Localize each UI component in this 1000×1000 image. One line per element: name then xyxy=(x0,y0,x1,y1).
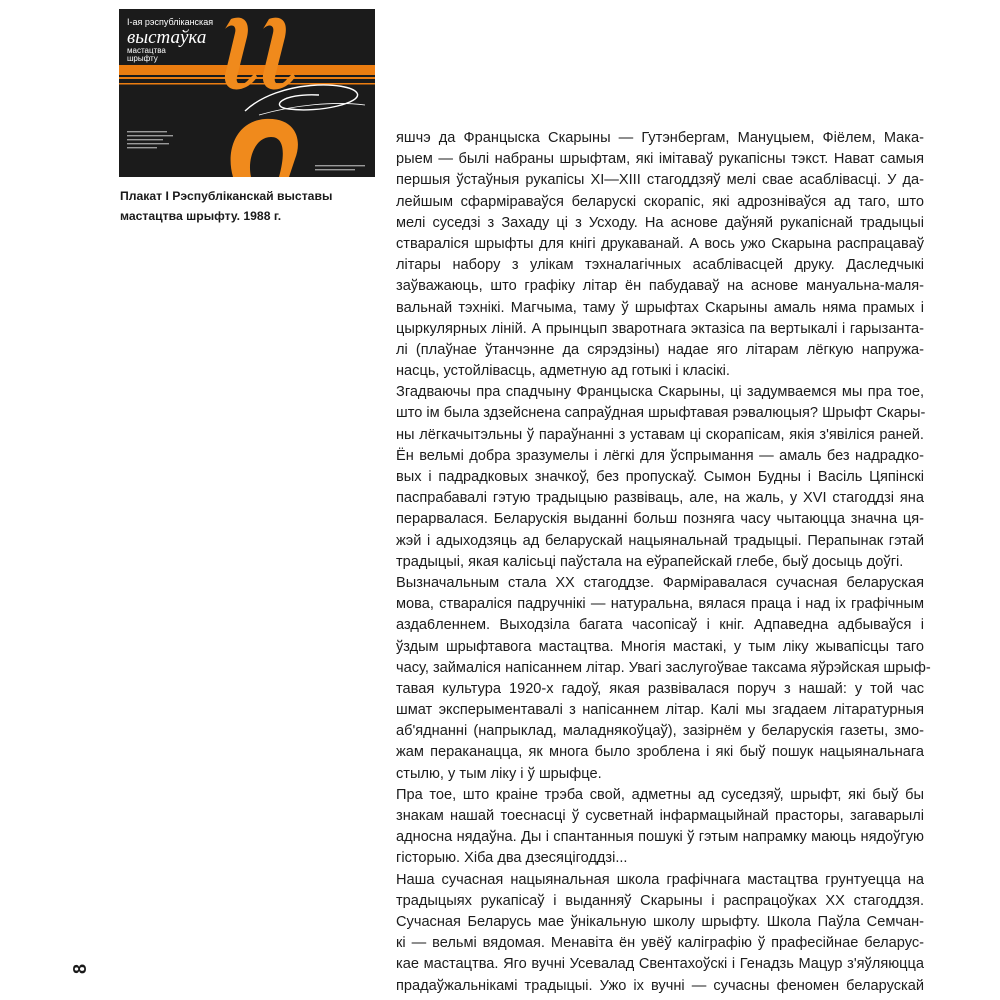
body-line: Вызначальным стала XX стагоддзе. Фарміравалася сучасная беларуская xyxy=(396,574,924,591)
body-line: цыркулярных ліній. А прынцып зваротнага эктазіса па вертыкалі і гарызанта- xyxy=(396,320,924,337)
body-line: часу, займаліся напісаннем літар. Увагі заслугоўвае таксама яўрэйская шрыф- xyxy=(396,659,931,676)
body-line: вальнай тэхнікі. Магчыма, таму ў шрыфтах Скарыны амаль няма прамых і xyxy=(396,299,924,316)
poster-title-line1: I-ая рэспубліканская xyxy=(127,17,214,27)
body-line: мелі суседзі з Захаду ці з Усходу. На аснове даўняй рукапіснай традыцыі xyxy=(396,214,924,231)
body-line: яшчэ да Францыска Скарыны — Гутэнбергам, Мануцыем, Фіёлем, Мака- xyxy=(396,130,924,146)
body-line: жэй і адыходзяць ад беларускай нацыянальнай традыцыі. Перапынак гэтай xyxy=(396,532,924,549)
body-line: азда6леннем. Выходзіла багата часопісаў і кніг. Адпаведна адбываўся і xyxy=(396,617,924,634)
body-line: шмат эксперыментавалі з напісаннем літар. Калі мы згадаем літаратурныя xyxy=(396,702,924,719)
body-line: заўважаюць, што графіку літар ён пабудаваў на аснове мануальна-маля- xyxy=(396,278,924,295)
poster-title-line4: шрыфту xyxy=(127,54,158,63)
body-line: жам пераканацца, як многа было зроблена і які быў пошук нацыянальнага xyxy=(396,744,924,761)
poster-artwork xyxy=(119,9,375,177)
body-line: лейшым сфарміраваўся беларускі скорапіс, які адрозніваўся ад таго, што xyxy=(396,193,924,210)
body-line: ўздым шрыфтавога мастацтва. Многія мастакі, у тым ліку жывапісцы таго xyxy=(396,638,924,655)
poster-stripe-2 xyxy=(119,77,375,79)
page-number: 8 xyxy=(70,963,90,974)
body-line: што ім была здзейснена сапраўдная шрыфтавая рэвалюцыя? Шрыфт Скары- xyxy=(396,405,926,422)
body-line: традыцыі, якая калісьці паўстала на еўрапейскай глебе, быў досыць доўгі. xyxy=(396,553,904,570)
body-line: прадаўжальнікамі традыцыі. Ужо іх вучні — сучасны феномен беларускай xyxy=(396,977,924,994)
body-line: ны лёгкачытэльны ў параўнанні з уставам ці скорапісам, якія з'явіліся раней. xyxy=(396,426,924,443)
exhibition-poster xyxy=(119,9,375,177)
body-line: кі — вельмі вядомая. Менавіта ён увёў каліграфію ў прафесійнае беларус- xyxy=(396,935,924,952)
body-line: стылю, у тым ліку і ў шрыфце. xyxy=(396,765,602,782)
body-line: паспрабавалі гэтую традыцыю развіваць, але, на жаль, у XVI стагоддзі яна xyxy=(396,490,924,507)
body-line: Сучасная Беларусь мае ўнікальную школу шрыфту. Школа Паўла Семчан- xyxy=(396,913,924,930)
body-line: Наша сучасная нацыянальная школа графічнага мастацтва грунтуецца на xyxy=(396,871,924,888)
body-line: традыцыях рукапісаў і выданняў Скарыны і распрацоўках XX стагоддзя. xyxy=(396,892,924,909)
body-line: знакам нашай тоеснасці ў сусветнай інфармацыйнай прасторы, загаварылі xyxy=(396,808,924,824)
body-line: гісторыю. Хіба два дзесяцігоддзі... xyxy=(396,850,628,867)
poster-stripe-1 xyxy=(119,65,375,75)
body-line: тавая культура 1920-х гадоў, якая развівалася поруч з нашай: у той час xyxy=(396,680,924,697)
body-line: аб'яднанні (напрыклад, маладнякоўцаў), зазірнём у беларускія газеты, змо- xyxy=(396,723,924,740)
body-line: адносна нядаўна. Ды і спантанныя пошукі ў гэтым напрамку маюць нядоўгую xyxy=(396,829,924,846)
body-line: лі (плаўнае ўтанчэнне да сярэдзіны) надае яго літарам лёгкую напружа- xyxy=(396,341,924,358)
poster-caption xyxy=(120,186,370,226)
body-line: мова, ствараліся падручнікі — натуральна, вялася праца і над іх графічным xyxy=(396,596,924,613)
body-line: ствараліся шрыфты для кнігі друкаванай. А вось ужо Скарына распрацаваў xyxy=(396,235,924,252)
body-line: Пра тое, што краіне трэба свой, адметны ад суседзяў, шрыфт, які быў бы xyxy=(396,786,924,803)
body-line: Ён вельмі добра зразумелы і лёгкі для ўспрымання — амаль без надрадко- xyxy=(396,447,924,464)
body-line: вых і падрадковых значкоў, без пропускаў. Сымон Будны і Васіль Цяпінскі xyxy=(396,469,924,485)
body-line: насць, устойлівасць, адметную ад готыкі і класікі. xyxy=(396,363,730,380)
poster-title-line3: мастацтва xyxy=(127,46,166,55)
body-line: літары набору з улікам тэхналагічных асаблівасцей друку. Даследчыкі xyxy=(396,257,924,274)
caption-line-1: Плакат I Рэспубліканскай выставы xyxy=(120,189,333,203)
article-body xyxy=(396,128,931,997)
body-line: рыем — былі набраны шрыфтам, які імітаваў рукапісны тэкст. Нават самыя xyxy=(396,151,924,168)
body-line: кае мастацтва. Яго вучні Усевалад Свентахоўскі і Генадзь Мацур з'яўляюцца xyxy=(396,956,924,973)
body-line: перарвалася. Беларускія выданні больш позняга часу чытаюцца значна ця- xyxy=(396,511,924,528)
body-line: Згадваючы пра спадчыну Францыска Скарыны, ці задумваемся мы пра тое, xyxy=(396,384,924,401)
body-line: першыя ўстаўныя рукапісы XI—XIII стагоддзяў мелі свае асаблівасці. У да- xyxy=(396,172,924,189)
caption-line-2: мастацтва шрыфту. 1988 г. xyxy=(120,209,282,223)
poster-title-line2: выстаўка xyxy=(127,27,207,48)
